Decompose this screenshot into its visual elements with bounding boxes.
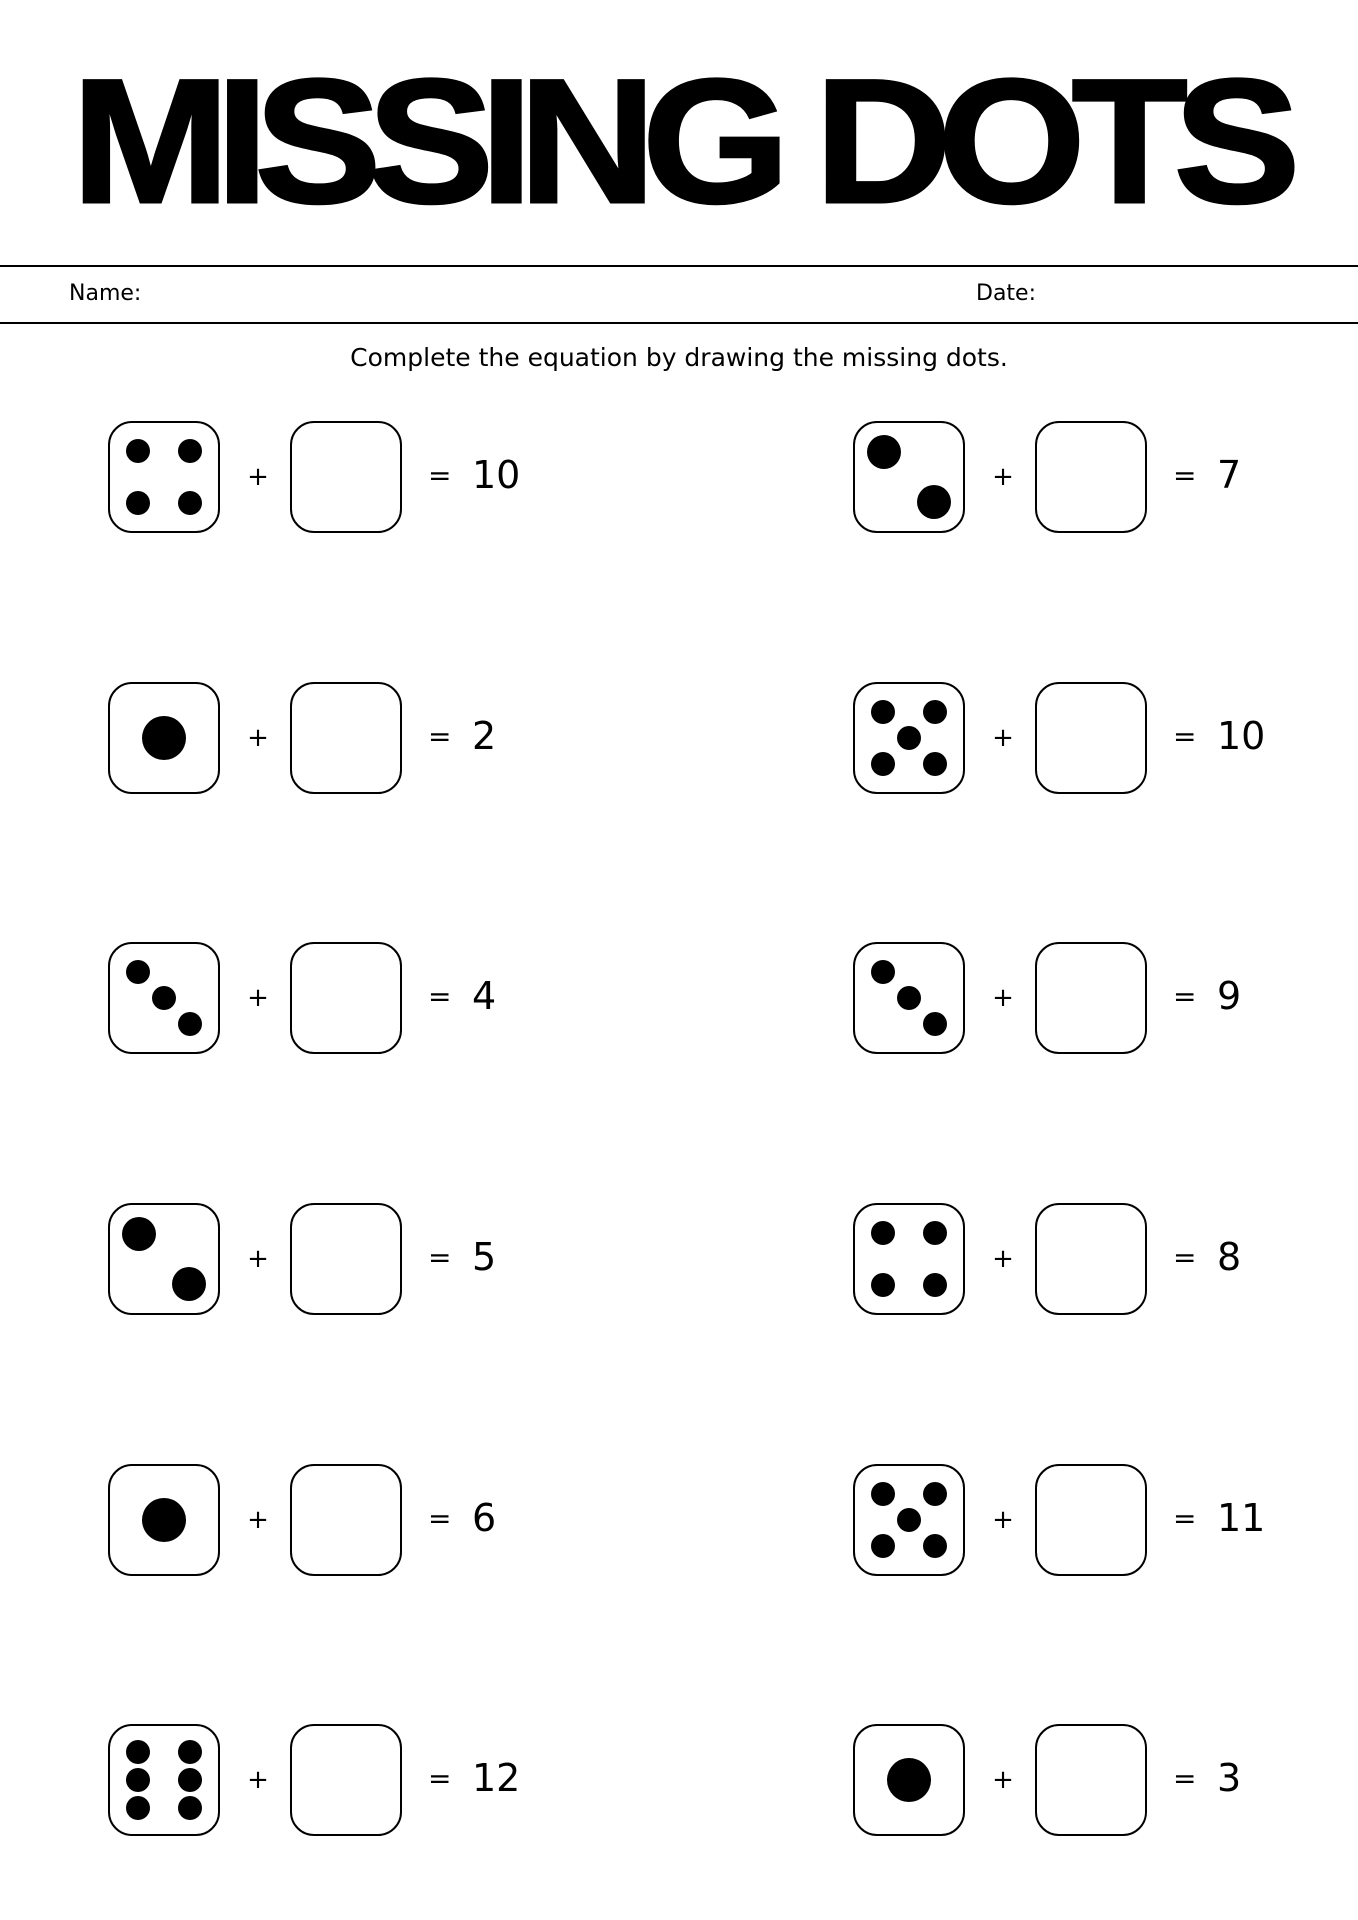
plus-sign: + (247, 1505, 269, 1535)
name-label: Name: (69, 281, 142, 306)
dice-pip (871, 700, 895, 724)
date-label: Date: (976, 281, 1036, 306)
dice-pip (172, 1267, 206, 1301)
sum-value: 5 (472, 1235, 497, 1279)
dice-pip (923, 1534, 947, 1558)
dice-pip (871, 1273, 895, 1297)
dice-pip (897, 986, 921, 1010)
header-top-rule (0, 265, 1358, 267)
dice-pip (923, 1482, 947, 1506)
sum-value: 6 (472, 1496, 497, 1540)
plus-sign: + (247, 983, 269, 1013)
dice-pip (923, 1273, 947, 1297)
dice-face (108, 1464, 220, 1576)
dice-pip (142, 1498, 186, 1542)
sum-value: 7 (1217, 453, 1242, 497)
dice-face (853, 942, 965, 1054)
dice-pip (923, 1012, 947, 1036)
instructions: Complete the equation by drawing the missing dots. (350, 343, 1008, 372)
dice-pip (152, 986, 176, 1010)
equals-sign: = (1173, 1762, 1197, 1795)
problem-row (108, 1464, 628, 1584)
dice-pip (897, 726, 921, 750)
dice-face (108, 942, 220, 1054)
problem-row (108, 682, 628, 802)
answer-box[interactable] (290, 1203, 402, 1315)
equals-sign: = (1173, 459, 1197, 492)
sum-value: 8 (1217, 1235, 1242, 1279)
dice-pip (126, 491, 150, 515)
plus-sign: + (247, 462, 269, 492)
sum-value: 4 (472, 974, 497, 1018)
dice-pip (923, 1221, 947, 1245)
answer-box[interactable] (290, 1464, 402, 1576)
dice-pip (871, 1482, 895, 1506)
dice-pip (126, 439, 150, 463)
dice-pip (178, 1796, 202, 1820)
dice-pip (178, 1768, 202, 1792)
plus-sign: + (992, 462, 1014, 492)
equals-sign: = (428, 459, 452, 492)
sum-value: 2 (472, 714, 497, 758)
dice-face (108, 421, 220, 533)
answer-box[interactable] (290, 421, 402, 533)
answer-box[interactable] (290, 942, 402, 1054)
problem-row (853, 1464, 1358, 1584)
problem-row (853, 682, 1358, 802)
dice-pip (178, 1740, 202, 1764)
plus-sign: + (247, 1244, 269, 1274)
header-bottom-rule (0, 322, 1358, 324)
plus-sign: + (992, 723, 1014, 753)
dice-pip (142, 716, 186, 760)
problem-row (108, 942, 628, 1062)
answer-box[interactable] (1035, 942, 1147, 1054)
equals-sign: = (1173, 720, 1197, 753)
problem-row (108, 1203, 628, 1323)
dice-pip (126, 1768, 150, 1792)
equals-sign: = (428, 1502, 452, 1535)
dice-pip (867, 435, 901, 469)
equals-sign: = (428, 1241, 452, 1274)
dice-pip (178, 491, 202, 515)
dice-pip (178, 1012, 202, 1036)
dice-pip (871, 752, 895, 776)
answer-box[interactable] (1035, 421, 1147, 533)
problem-row (853, 421, 1358, 541)
sum-value: 12 (472, 1756, 521, 1800)
equals-sign: = (1173, 1502, 1197, 1535)
plus-sign: + (247, 1765, 269, 1795)
equals-sign: = (428, 980, 452, 1013)
dice-pip (887, 1758, 931, 1802)
plus-sign: + (992, 1505, 1014, 1535)
answer-box[interactable] (290, 1724, 402, 1836)
dice-pip (871, 1534, 895, 1558)
dice-pip (917, 485, 951, 519)
dice-pip (178, 439, 202, 463)
answer-box[interactable] (1035, 1464, 1147, 1576)
dice-pip (122, 1217, 156, 1251)
dice-face (853, 1203, 965, 1315)
equals-sign: = (1173, 1241, 1197, 1274)
equals-sign: = (428, 720, 452, 753)
dice-pip (923, 700, 947, 724)
answer-box[interactable] (290, 682, 402, 794)
sum-value: 10 (472, 453, 521, 497)
plus-sign: + (247, 723, 269, 753)
problem-row (108, 1724, 628, 1844)
problem-row (108, 421, 628, 541)
dice-face (853, 421, 965, 533)
problem-row (853, 1724, 1358, 1844)
dice-face (853, 1724, 965, 1836)
problem-row (853, 1203, 1358, 1323)
plus-sign: + (992, 1244, 1014, 1274)
answer-box[interactable] (1035, 682, 1147, 794)
plus-sign: + (992, 983, 1014, 1013)
dice-pip (923, 752, 947, 776)
answer-box[interactable] (1035, 1724, 1147, 1836)
dice-face (108, 682, 220, 794)
plus-sign: + (992, 1765, 1014, 1795)
dice-pip (126, 1740, 150, 1764)
sum-value: 11 (1217, 1496, 1266, 1540)
sum-value: 3 (1217, 1756, 1242, 1800)
dice-pip (126, 960, 150, 984)
dice-face (853, 682, 965, 794)
dice-face (853, 1464, 965, 1576)
dice-pip (897, 1508, 921, 1532)
problem-row (853, 942, 1358, 1062)
dice-pip (871, 1221, 895, 1245)
dice-face (108, 1203, 220, 1315)
equals-sign: = (1173, 980, 1197, 1013)
dice-pip (871, 960, 895, 984)
sum-value: 9 (1217, 974, 1242, 1018)
answer-box[interactable] (1035, 1203, 1147, 1315)
dice-face (108, 1724, 220, 1836)
dice-pip (126, 1796, 150, 1820)
equals-sign: = (428, 1762, 452, 1795)
sum-value: 10 (1217, 714, 1266, 758)
worksheet-title: MISSING DOTS (71, 43, 1287, 241)
